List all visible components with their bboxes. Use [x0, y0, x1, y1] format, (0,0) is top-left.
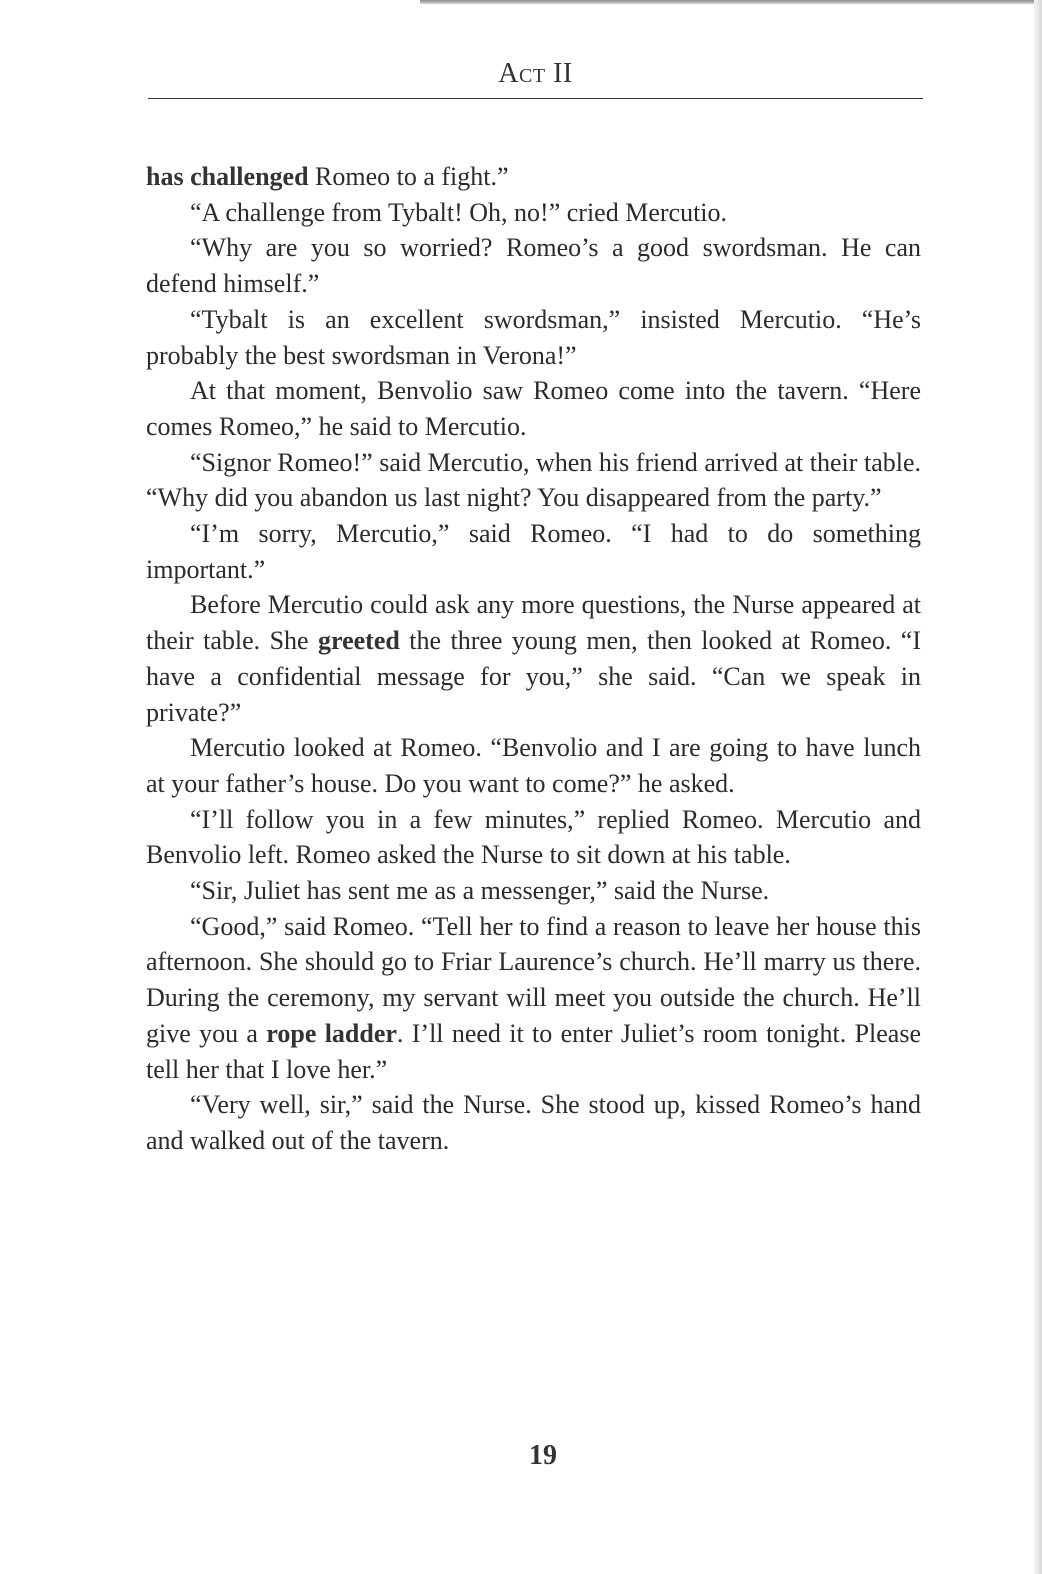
paragraph-text: “Signor Romeo!” said Mercutio, when his friend arrived at their table. “Why did you abandon us last night? You disappeared from the party.”: [146, 447, 921, 513]
paragraph: [146, 373, 921, 444]
body-text: [146, 159, 921, 1159]
glossary-term: has challenged: [146, 162, 309, 191]
header-rule: [148, 98, 923, 99]
glossary-term: greeted: [318, 626, 400, 656]
paragraph: [146, 159, 921, 195]
scan-edge-top: [420, 0, 1042, 4]
paragraph-text: “Good,” said Romeo. “Tell her to find a reason to leave her house this afternoon. She should go to Friar Laurence’s church. He’ll marry us there. During the ceremony, my servant will meet you outside the church. He’ll give you a: [146, 911, 921, 1048]
paragraph: [146, 909, 921, 1088]
paragraph-text: “Why are you so worried? Romeo’s a good swordsman. He can defend himself.”: [146, 233, 921, 299]
running-head-numeral: II: [545, 58, 573, 89]
paragraph: [146, 445, 921, 516]
paragraph: [146, 302, 921, 373]
paragraph-text: . I’ll need it to enter Juliet’s room tonight. Please tell her that I love her.”: [146, 1018, 921, 1084]
paragraph-text: “I’ll follow you in a few minutes,” replied Romeo. Mercutio and Benvolio left. Romeo asked the Nurse to sit down at his table.: [146, 804, 921, 870]
paragraph: [146, 802, 921, 873]
paragraph-text: “A challenge from Tybalt! Oh, no!” cried Mercutio.: [190, 197, 728, 227]
paragraph: [146, 873, 921, 909]
glossary-term: rope ladder: [266, 1018, 397, 1048]
running-head: [148, 58, 923, 90]
paragraph-text: Romeo to a fight.”: [308, 162, 509, 191]
paragraph-text: At that moment, Benvolio saw Romeo come into the tavern. “Here comes Romeo,” he said to Mercutio.: [146, 376, 921, 441]
running-head-initial: A: [498, 58, 519, 89]
paragraph: [146, 730, 921, 801]
paragraph-text: the three young men, then looked at Romeo. “I have a confidential message for you,” she said. “Can we speak in private?”: [146, 626, 921, 727]
paragraph-text: “Very well, sir,” said the Nurse. She stood up, kissed Romeo’s hand and walked out of the tavern.: [146, 1090, 921, 1155]
paragraph: [146, 230, 921, 301]
page-number: 19: [529, 1440, 557, 1471]
paragraph: [146, 1087, 921, 1158]
paragraph: [146, 587, 921, 730]
paragraph-text: “I’m sorry, Mercutio,” said Romeo. “I had to do something important.”: [146, 519, 921, 584]
paragraph-text: Mercutio looked at Romeo. “Benvolio and I are going to have lunch at your father’s house. Do you want to come?” he asked.: [146, 733, 921, 798]
scan-edge-right: [1034, 0, 1042, 1574]
paragraph-text: “Sir, Juliet has sent me as a messenger,” said the Nurse.: [190, 876, 770, 906]
running-head-word: ct: [519, 58, 546, 89]
paragraph-text: Before Mercutio could ask any more questions, the Nurse appeared at their table. She: [146, 590, 921, 656]
paragraph: [146, 195, 921, 231]
paragraph-text: “Tybalt is an excellent swordsman,” insisted Mercutio. “He’s probably the best swordsman in Verona!”: [146, 304, 921, 370]
paragraph: [146, 516, 921, 587]
